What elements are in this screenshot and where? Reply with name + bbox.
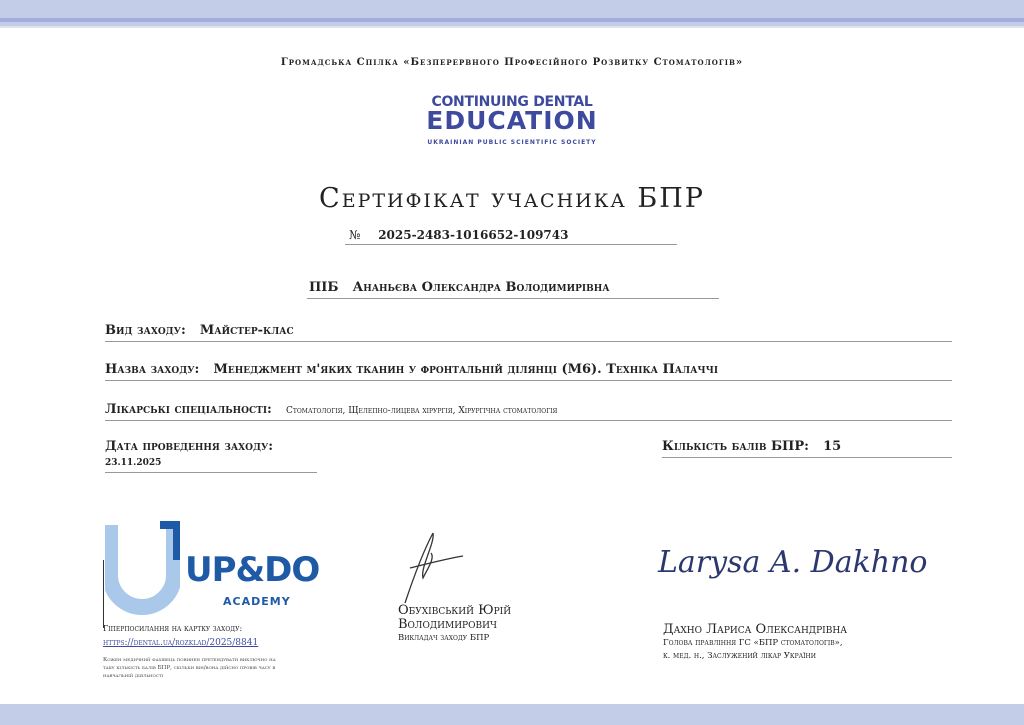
certificate-title: Сертифікат учасника БПР <box>319 183 705 214</box>
certificate-number <box>345 228 677 245</box>
footer-info <box>103 624 278 680</box>
signature-dakhno: Larysa A. Dakhno <box>658 545 928 580</box>
logo-line3: UKRAINIAN PUBLIC SCIENTIFIC SOCIETY <box>427 139 597 146</box>
academy-text: ACADEMY <box>223 595 291 608</box>
updo-text: UP&DO <box>185 550 320 590</box>
u-shape-icon <box>105 520 180 615</box>
logo-line1: CONTINUING DENTAL <box>431 94 593 110</box>
number-label: № <box>349 228 361 242</box>
event-type-value: Майстер-клас <box>199 323 294 338</box>
points-row <box>662 439 952 458</box>
disclaimer: Кожен медичний фахівець повинен претендувати виключно на таку кількість балів БПР, скільки він/вона дійсно провів часу в навчальній діяльності <box>103 657 276 679</box>
event-name-label: Назва заходу: <box>105 362 200 377</box>
points-label: Кількість балів БПР: <box>662 439 809 454</box>
bottom-band <box>0 704 1024 725</box>
date-label: Дата проведення заходу: <box>105 439 274 454</box>
event-name-row <box>105 362 952 381</box>
signer2-role-line2: к. мед. н., Заслужений лікар України <box>663 651 816 661</box>
signer1-name-line2: Володимирович <box>398 617 497 632</box>
signature-obukhivskyi <box>395 528 470 608</box>
signer1-role: Викладач заходу БПР <box>398 633 490 643</box>
event-name-value: Менеджмент м'яких тканин у фронтальній ділянці (М6). Техніка Палаччі <box>213 362 719 377</box>
event-type-row <box>105 323 952 342</box>
signer1-name-line1: Обухівський Юрій <box>398 603 512 618</box>
signer2-name: Дахно Лариса Олександрівна <box>663 622 848 637</box>
date-row <box>105 439 317 473</box>
signer2-role-line1: Голова правління ГС «БПР стоматологів», <box>663 638 843 648</box>
specialties-label: Лікарські спеціальності: <box>105 402 272 417</box>
divider <box>103 560 104 628</box>
number-value: 2025-2483-1016652-109743 <box>378 228 569 242</box>
top-band <box>0 0 1024 28</box>
specialties-value: Стоматологія, Щелепно-лицева хірургія, Хірургічна стоматологія <box>286 406 558 416</box>
organization-name: Громадська Спілка «Безперервного Професійного Розвитку Стоматологів» <box>280 57 744 68</box>
specialties-row <box>105 402 952 421</box>
logo-line2: EDUCATION <box>426 106 598 135</box>
pib-value: Ананьєва Олександра Володимирівна <box>352 280 610 295</box>
event-type-label: Вид заходу: <box>105 323 186 338</box>
pib-label: ПІБ <box>309 280 339 295</box>
date-value: 23.11.2025 <box>105 458 162 468</box>
signer1-block <box>398 604 511 645</box>
points-value: 15 <box>823 439 842 454</box>
event-link[interactable]: https://dental.ua/rozklad/2025/8841 <box>103 638 259 648</box>
pib-row <box>307 280 719 299</box>
cde-logo <box>0 95 1024 146</box>
signer2-block <box>663 623 847 663</box>
link-label: Гіперпосилання на картку заходу: <box>103 624 243 633</box>
